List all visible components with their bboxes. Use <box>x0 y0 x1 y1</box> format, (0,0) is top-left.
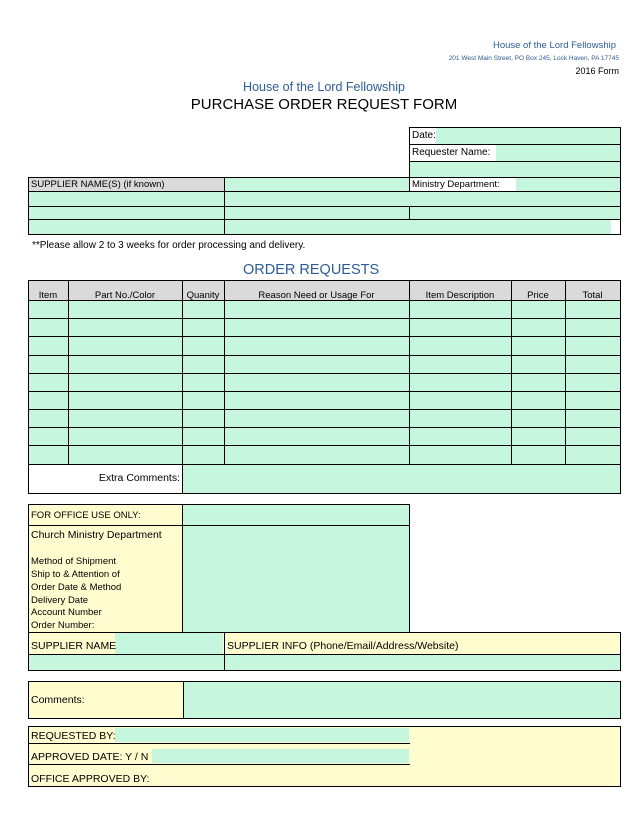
col-header-description: Item Description <box>425 290 495 301</box>
supplier-info-label: SUPPLIER INFO (Phone/Email/Address/Website) <box>227 640 459 652</box>
order-rows-area[interactable] <box>28 301 621 464</box>
requested-by-label: REQUESTED BY: <box>31 730 116 742</box>
supplier-row-2-right[interactable] <box>410 207 620 219</box>
supplier-row-1-left[interactable] <box>28 192 224 206</box>
supplier-name-field[interactable] <box>225 178 409 191</box>
church-ministry-label: Church Ministry Department <box>31 529 162 541</box>
supplier-row-2-left[interactable] <box>28 207 224 219</box>
date-field[interactable] <box>436 128 620 144</box>
col-header-part-no: Part No./Color <box>94 290 156 301</box>
requested-by-field[interactable] <box>115 728 409 742</box>
supplier-row-3-left[interactable] <box>28 220 224 234</box>
account-number-label: Account Number <box>31 607 102 618</box>
ministry-department-label: Ministry Department: <box>412 179 500 190</box>
office-values-column[interactable] <box>183 526 409 632</box>
extra-comments-field[interactable] <box>182 465 621 493</box>
supplier-row-3-right[interactable] <box>225 220 611 234</box>
supplier-row-2-mid[interactable] <box>225 207 409 219</box>
supplier-info-field[interactable] <box>225 655 620 670</box>
form-year: 2016 Form <box>575 66 619 76</box>
org-address: 201 West Main Street, PO Box 245, Lock Haven, PA 17745 <box>448 55 619 62</box>
office-approved-by-label: OFFICE APPROVED BY: <box>31 773 150 785</box>
comments-field[interactable] <box>183 681 621 719</box>
requester-name-field[interactable] <box>496 145 620 161</box>
page-title: PURCHASE ORDER REQUEST FORM <box>190 96 458 113</box>
order-requests-heading: ORDER REQUESTS <box>243 262 380 278</box>
date-label: Date: <box>412 130 436 141</box>
requester-extra-field[interactable] <box>410 162 620 178</box>
org-name: House of the Lord Fellowship <box>492 40 616 51</box>
extra-comments-label: Extra Comments: <box>98 472 180 484</box>
title-org: House of the Lord Fellowship <box>243 80 405 94</box>
supplier-names-label: SUPPLIER NAME(S) (if known) <box>31 179 165 190</box>
order-date-label: Order Date & Method <box>31 582 122 593</box>
office-header-label: FOR OFFICE USE ONLY: <box>31 510 141 521</box>
col-header-total: Total <box>582 290 603 301</box>
comments-label: Comments: <box>31 694 85 706</box>
approved-date-field[interactable] <box>152 749 409 763</box>
supplier-name-office-label: SUPPLIER NAME <box>31 640 117 652</box>
processing-notice: **Please allow 2 to 3 weeks for order processing and delivery. <box>32 240 306 251</box>
requester-name-label: Requester Name: <box>412 147 491 158</box>
col-header-item: Item <box>38 290 58 301</box>
ministry-department-field[interactable] <box>516 178 620 191</box>
method-of-shipment-label: Method of Shipment <box>31 556 117 567</box>
supplier-name-office-row[interactable] <box>28 655 224 670</box>
order-number-label: Order Number: <box>31 620 95 631</box>
ship-to-label: Ship to & Attention of <box>31 569 120 580</box>
col-header-reason: Reason Need or Usage For <box>258 290 375 301</box>
supplier-row-1-right[interactable] <box>225 192 620 206</box>
delivery-date-label: Delivery Date <box>31 595 89 606</box>
col-header-quantity: Quanity <box>186 290 220 301</box>
supplier-name-office-field[interactable] <box>115 633 223 654</box>
approved-date-label: APPROVED DATE: Y / N <box>31 751 149 763</box>
office-header-field[interactable] <box>183 505 409 525</box>
col-header-price: Price <box>527 290 549 301</box>
